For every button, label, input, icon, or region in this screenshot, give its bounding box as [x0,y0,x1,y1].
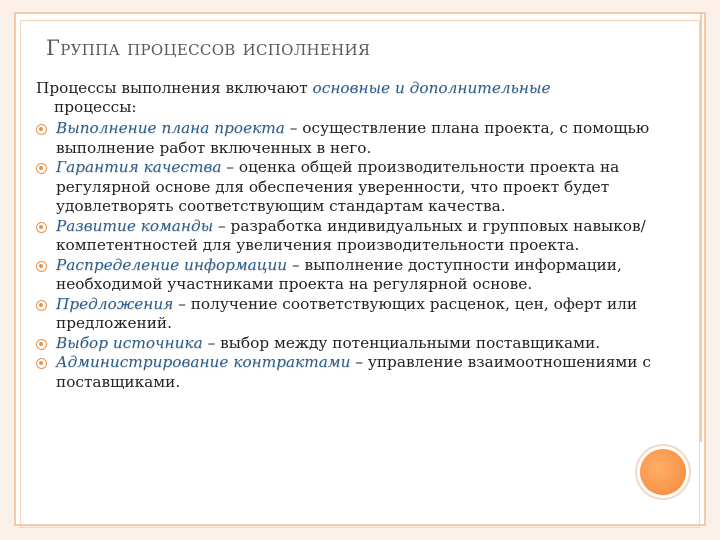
bullet-icon [36,339,47,350]
item-text: – управление взаимоотношениями с поставщиками. [56,353,651,391]
item-term: Предложения [56,294,174,313]
item-text: – разработка индивидуальных и групповых навыков/компетентностей для увеличения производительности проекта. [56,216,646,254]
list-item [34,334,710,354]
bullet-icon [36,163,47,174]
list-item [34,353,710,392]
intro-text: Процессы выполнения включают [36,79,313,97]
item-term: Развитие команды [56,216,214,235]
bullet-icon [36,261,47,272]
bullet-icon [36,300,47,311]
intro-continuation: процессы: [54,98,137,116]
item-text: – осуществление плана проекта, с помощью выполнение работ включенных в него. [56,119,650,157]
item-text: – выполнение доступности информации, необходимой участниками проекта на регулярной основе. [56,255,622,293]
bullet-icon [36,358,47,369]
item-text: – получение соответствующих расценок, цен, оферт или предложений. [56,294,638,332]
item-term: Выполнение плана проекта [56,119,285,137]
intro-highlight: основные и дополнительные [312,79,551,97]
item-term: Гарантия качества [56,158,222,176]
page-title: Группа процессов исполнения [46,36,371,60]
list-item [34,217,710,256]
item-term: Выбор источника [56,333,203,352]
item-text: – выбор между потенциальными поставщиками. [202,333,601,352]
list-item [34,256,710,295]
item-text: – оценка общей производительности проекта на регулярной основе для обеспечения уверенности, что проект будет удовлетворять соответствующим стандартам качества. [56,158,620,215]
intro-paragraph [36,79,686,117]
process-list [34,119,710,392]
decorative-circle [640,449,686,495]
bullet-icon [36,124,47,135]
bullet-icon [36,222,47,233]
item-term: Распределение информации [56,255,288,274]
list-item [34,158,710,217]
item-term: Администрирование контрактами [56,353,351,371]
list-item [34,295,710,334]
list-item [34,119,710,158]
